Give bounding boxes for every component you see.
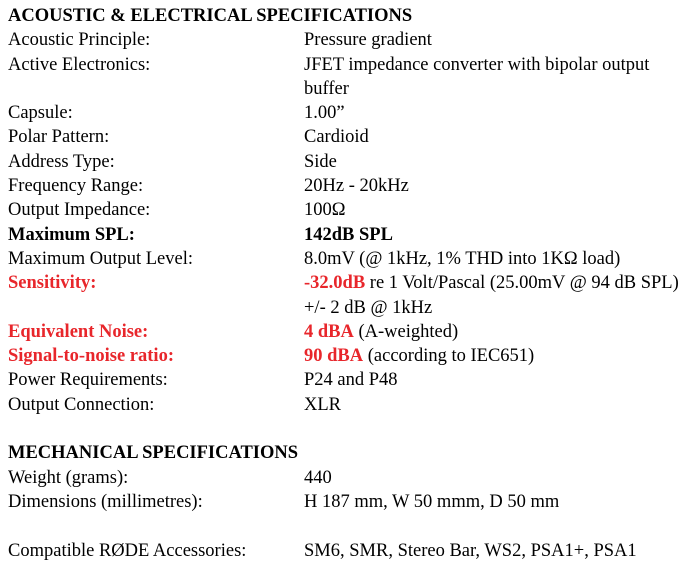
spec-row-dimensions [8,490,700,514]
spec-row-sensitivity [8,271,700,320]
spec-value-rest: (A-weighted) [353,321,459,342]
spec-label: Weight (grams): [8,467,129,488]
spec-value: H 187 mm, W 50 mmm, D 50 mm [304,491,560,512]
spec-value: SM6, SMR, Stereo Bar, WS2, PSA1+, PSA1 [304,540,637,561]
spec-label: Output Connection: [8,394,155,415]
spec-value [304,344,698,368]
spec-row-capsule [8,101,700,125]
spec-value: 20Hz - 20kHz [304,176,409,197]
spec-value: 8.0mV (@ 1kHz, 1% THD into 1KΩ load) [304,248,621,269]
spec-label: Compatible RØDE Accessories: [8,540,247,561]
spec-row-equivalent-noise [8,320,700,344]
spec-label: Output Impedance: [8,200,151,221]
spec-value [304,320,698,344]
spec-label: Maximum Output Level: [8,248,193,269]
spec-value: Cardioid [304,127,369,148]
spec-value: 440 [304,467,332,488]
spec-row-output-impedance [8,198,700,222]
spec-label: Polar Pattern: [8,127,110,148]
spec-label: Equivalent Noise: [8,321,149,342]
spec-value: Side [304,151,337,172]
spec-row-maximum-output-level [8,247,700,271]
spec-value: XLR [304,394,341,415]
spec-label: Sensitivity: [8,273,97,294]
spec-label: Maximum SPL: [8,224,135,245]
spec-label: Signal-to-noise ratio: [8,346,174,367]
acoustic-electrical-heading: ACOUSTIC & ELECTRICAL SPECIFICATIONS [8,6,413,26]
spec-value: 1.00” [304,103,345,124]
spec-value: 142dB SPL [304,224,393,245]
spec-value: P24 and P48 [304,370,398,391]
spec-value-highlight: 4 dBA [304,321,354,342]
mechanical-heading: MECHANICAL SPECIFICATIONS [8,443,299,464]
spec-label: Frequency Range: [8,176,144,197]
spec-row-address-type [8,150,700,174]
section-spacer [8,417,700,441]
spec-row-weight [8,466,700,490]
spec-value: 100Ω [304,200,346,221]
spec-value: JFET impedance converter with bipolar output buffer [304,54,650,99]
spec-row-output-connection [8,393,700,417]
spec-row-maximum-spl [8,223,700,247]
spec-label: Power Requirements: [8,370,168,391]
spec-label: Acoustic Principle: [8,30,151,51]
spec-row-power-requirements [8,368,700,392]
spec-value-highlight: 90 dBA [304,346,364,367]
spec-value-highlight: -32.0dB [304,273,366,294]
spec-row-polar-pattern [8,125,700,149]
spec-row-acoustic-principle [8,28,700,52]
spec-row-accessories [8,539,700,563]
spec-value-rest: (according to IEC651) [363,346,535,367]
spec-value: Pressure gradient [304,30,432,51]
spec-row-signal-to-noise [8,344,700,368]
spec-value [304,271,698,320]
spec-value-rest: re 1 Volt/Pascal (25.00mV @ 94 dB SPL) +/- 2 dB @ 1kHz [304,273,679,318]
spec-row-active-electronics [8,53,700,102]
spec-label: Capsule: [8,103,73,124]
spec-label: Active Electronics: [8,54,151,75]
spec-row-frequency-range [8,174,700,198]
spec-label: Address Type: [8,151,115,172]
spec-label: Dimensions (millimetres): [8,491,203,512]
section-spacer [8,514,700,538]
